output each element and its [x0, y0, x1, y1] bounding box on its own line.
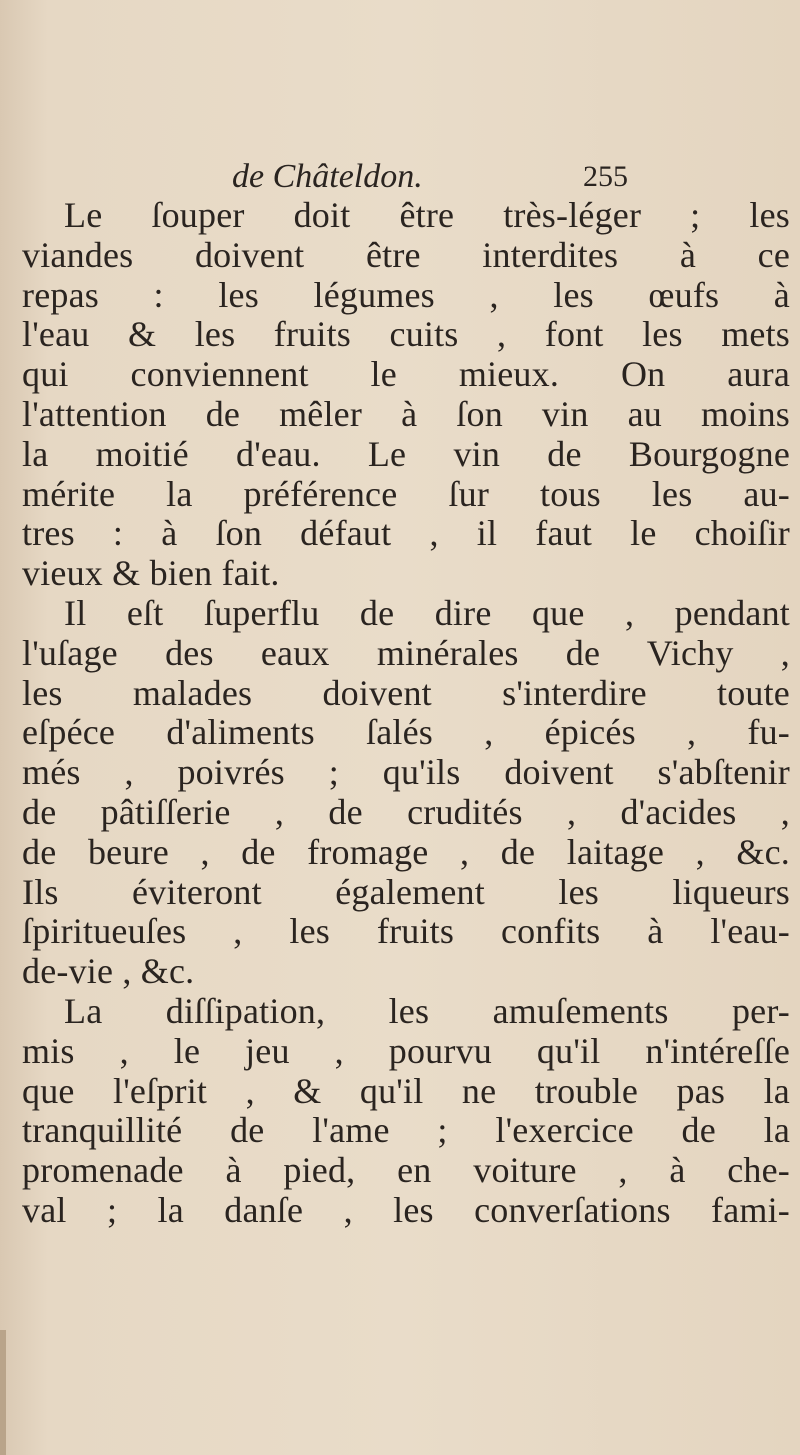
text-line: promenade à pied, en voiture , à che-: [22, 1151, 790, 1191]
text-line: més , poivrés ; qu'ils doivent s'abſtenir: [22, 753, 790, 793]
text-line: La diſſipation, les amuſements per-: [64, 991, 790, 1031]
text-line: de beure , de fromage , de laitage , &c.: [22, 832, 790, 872]
text-line: vieux & bien fait.: [22, 554, 280, 594]
text-line: de-vie , &c.: [22, 952, 195, 992]
text-line: Le ſouper doit être très-léger ; les: [64, 196, 790, 235]
text-line: eſpéce d'aliments ſalés , épicés , fu-: [22, 713, 790, 753]
text-line: tranquillité de l'ame ; l'exercice de la: [22, 1111, 790, 1151]
text-line: la moitié d'eau. Le vin de Bourgogne: [22, 434, 790, 474]
text-line: l'attention de mêler à ſon vin au moins: [22, 394, 790, 434]
text-line: val ; la danſe , les converſations fami-: [22, 1190, 790, 1230]
text-line: Il eſt ſuperflu de dire que , pendant: [64, 593, 790, 633]
text-line: ſpiritueuſes , les fruits confits à l'eau-: [22, 912, 790, 952]
text-line: Ils éviteront également les liqueurs: [22, 872, 790, 912]
text-line: viandes doivent être interdites à ce: [22, 235, 790, 275]
text-line: que l'eſprit , & qu'il ne trouble pas la: [22, 1071, 790, 1111]
text-line: tres : à ſon défaut , il faut le choiſir: [22, 514, 790, 554]
page-number: 255: [583, 160, 628, 193]
running-title: de Châteldon.: [232, 158, 423, 195]
text-line: de pâtiſſerie , de crudités , d'acides ,: [22, 792, 790, 832]
text-line: l'eau & les fruits cuits , font les mets: [22, 315, 790, 355]
text-line: mis , le jeu , pourvu qu'il n'intéreſſe: [22, 1031, 790, 1071]
page-body-text: [22, 196, 790, 1231]
text-line: l'uſage des eaux minérales de Vichy ,: [22, 633, 790, 673]
text-line: qui conviennent le mieux. On aura: [22, 355, 790, 395]
page-edge-shadow: [0, 1330, 6, 1455]
text-line: les malades doivent s'interdire toute: [22, 673, 790, 713]
text-line: mérite la préférence ſur tous les au-: [22, 474, 790, 514]
page-header: [0, 158, 800, 198]
text-line: repas : les légumes , les œufs à: [22, 275, 790, 315]
